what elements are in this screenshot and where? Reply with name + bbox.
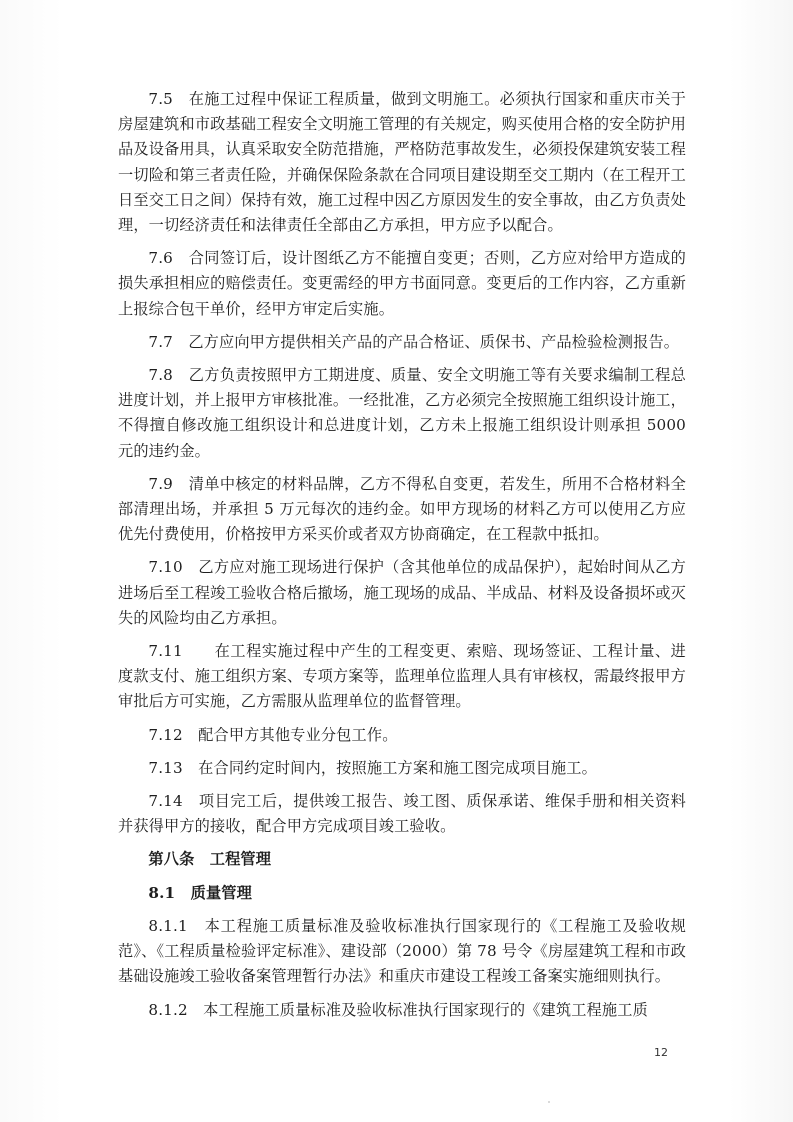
clause-7-6: 7.6 合同签订后，设计图纸乙方不能擅自变更；否则，乙方应对给甲方造成的损失承担相应的赔偿责任。变更需经的甲方书面同意。变更后的工作内容，乙方重新上报综合包干单价，经甲方审定后实施。 [118, 249, 686, 318]
section-8-1-heading: 8.1 质量管理 [148, 883, 252, 902]
clause-8-1-1: 8.1.1 本工程施工质量标准及验收标准执行国家现行的《工程施工及验收规范》、《工程质量检验评定标准》、建设部（2000）第 78 号令《房屋建筑工程和市政基础设施竣工验收备案管理暂行办法》和重庆市建设工程竣工备案实施细则执行。 [118, 916, 686, 986]
clause-7-13: 7.13 在合同约定时间内，按照施工方案和施工图完成项目施工。 [148, 758, 597, 777]
clause-7-5: 7.5 在施工过程中保证工程质量，做到文明施工。必须执行国家和重庆市关于房屋建筑和市政基础工程安全文明施工管理的有关规定，购买使用合格的安全防护用品及设备用具，认真采取安全防范措施，严格防范事故发生，必须投保建筑安装工程一切险和第三者责任险，并确保保险条款在合同项目建设期至交工期内（在工程开工日至交工日之间）保持有效，施工过程中因乙方原因发生的安全事故，由乙方负责处理，一切经济责任和法律责任全部由乙方承担，甲方应予以配合。 [118, 90, 686, 235]
clause-7-12: 7.12 配合甲方其他专业分包工作。 [148, 725, 398, 744]
clause-7-11: 7.11 在工程实施过程中产生的工程变更、索赔、现场签证、工程计量、进度款支付、施工组织方案、专项方案等，监理单位监理人具有审核权，需最终报甲方审批后方可实施，乙方需服从监理单位的监督管理。 [118, 642, 686, 711]
clause-7-7: 7.7 乙方应向甲方提供相关产品的产品合格证、质保书、产品检验检测报告。 [148, 332, 680, 351]
clause-7-9: 7.9 清单中核定的材料品牌，乙方不得私自变更，若发生，所用不合格材料全部清理出场，并承担 5 万元每次的违约金。如甲方现场的材料乙方可以使用乙方应优先付费使用，价格按甲方采买价或者双方协商确定，在工程款中抵扣。 [118, 474, 686, 544]
clause-7-14: 7.14 项目完工后，提供竣工报告、竣工图、质保承诺、维保手册和相关资料并获得甲方的接收，配合甲方完成项目竣工验收。 [118, 792, 686, 836]
page-number: 12 [654, 1046, 668, 1059]
scan-artifact [548, 1101, 550, 1103]
clause-8-1-2: 8.1.2 本工程施工质量标准及验收标准执行国家现行的《建筑工程施工质 [148, 1000, 648, 1019]
clause-7-8: 7.8 乙方负责按照甲方工期进度、质量、安全文明施工等有关要求编制工程总进度计划，并上报甲方审核批准。一经批准，乙方必须完全按照施工组织设计施工，不得擅自修改施工组织设计和总进度计划，乙方未上报施工组织设计则承担 5000 元的违约金。 [118, 366, 686, 460]
article-8-heading: 第八条 工程管理 [148, 850, 272, 869]
clause-7-10: 7.10 乙方应对施工现场进行保护（含其他单位的成品保护），起始时间从乙方进场后至工程竣工验收合格后撤场，施工现场的成品、半成品、材料及设备损坏或灭失的风险均由乙方承担。 [118, 558, 686, 627]
document-body [118, 87, 686, 1031]
